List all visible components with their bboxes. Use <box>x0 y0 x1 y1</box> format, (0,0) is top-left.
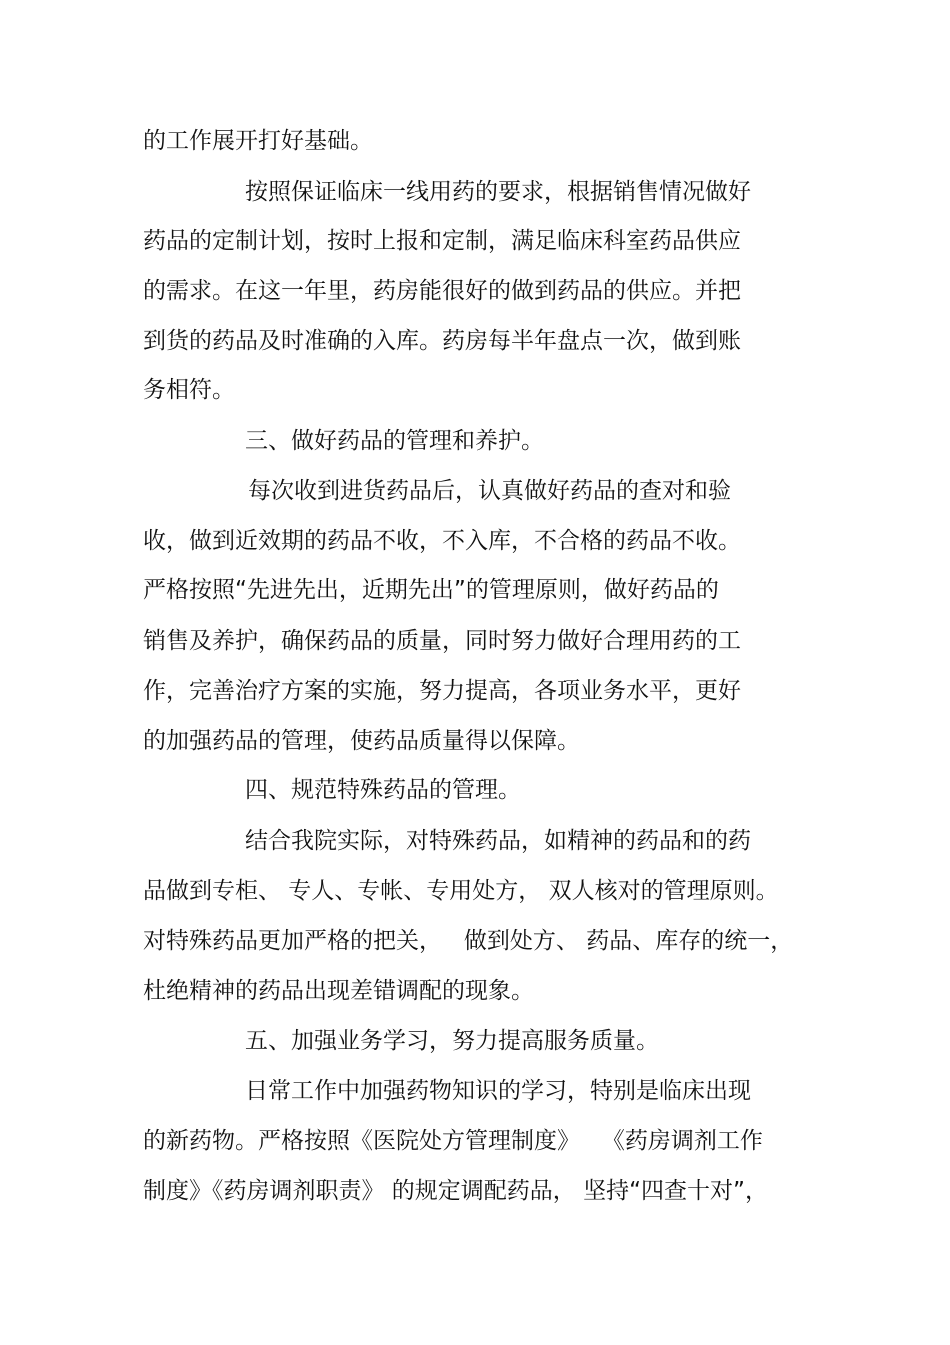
section-heading: 三、做好药品的管理和养护。 <box>245 428 544 454</box>
text-line: 制度》《药房调剂职责》 的规定调配药品， 坚持“四查十对”， <box>143 1178 768 1204</box>
text-line: 作，完善治疗方案的实施，努力提高，各项业务水平，更好 <box>143 678 741 704</box>
section-heading: 五、加强业务学习，努力提高服务质量。 <box>245 1028 659 1054</box>
text-line: 日常工作中加强药物知识的学习，特别是临床出现 <box>245 1078 751 1104</box>
text-line: 销售及养护，确保药品的质量，同时努力做好合理用药的工 <box>143 628 741 654</box>
text-line: 品做到专柜、 专人、专帐、专用处方， 双人核对的管理原则。 <box>143 878 779 904</box>
text-line: 的新药物。严格按照《医院处方管理制度》 《药房调剂工作 <box>143 1128 763 1154</box>
text-line: 到货的药品及时准确的入库。药房每半年盘点一次，做到账 <box>143 328 741 354</box>
text-line: 结合我院实际，对特殊药品，如精神的药品和的药 <box>245 828 751 854</box>
text-line: 的工作展开打好基础。 <box>143 128 373 154</box>
section-heading: 四、规范特殊药品的管理。 <box>245 777 521 803</box>
text-line: 药品的定制计划，按时上报和定制，满足临床科室药品供应 <box>143 228 741 254</box>
text-line: 的加强药品的管理，使药品质量得以保障。 <box>143 728 580 754</box>
text-line: 每次收到进货药品后，认真做好药品的查对和验 <box>248 478 731 504</box>
text-line: 严格按照“先进先出，近期先出”的管理原则，做好药品的 <box>143 577 719 603</box>
text-line: 的需求。在这一年里，药房能很好的做到药品的供应。并把 <box>143 278 741 304</box>
text-line: 按照保证临床一线用药的要求，根据销售情况做好 <box>245 179 751 205</box>
text-line: 收，做到近效期的药品不收，不入库，不合格的药品不收。 <box>143 528 741 554</box>
text-line: 务相符。 <box>143 377 235 403</box>
text-line: 杜绝精神的药品出现差错调配的现象。 <box>143 978 534 1004</box>
text-line: 对特殊药品更加严格的把关， 做到处方、 药品、库存的统一， <box>143 928 794 954</box>
